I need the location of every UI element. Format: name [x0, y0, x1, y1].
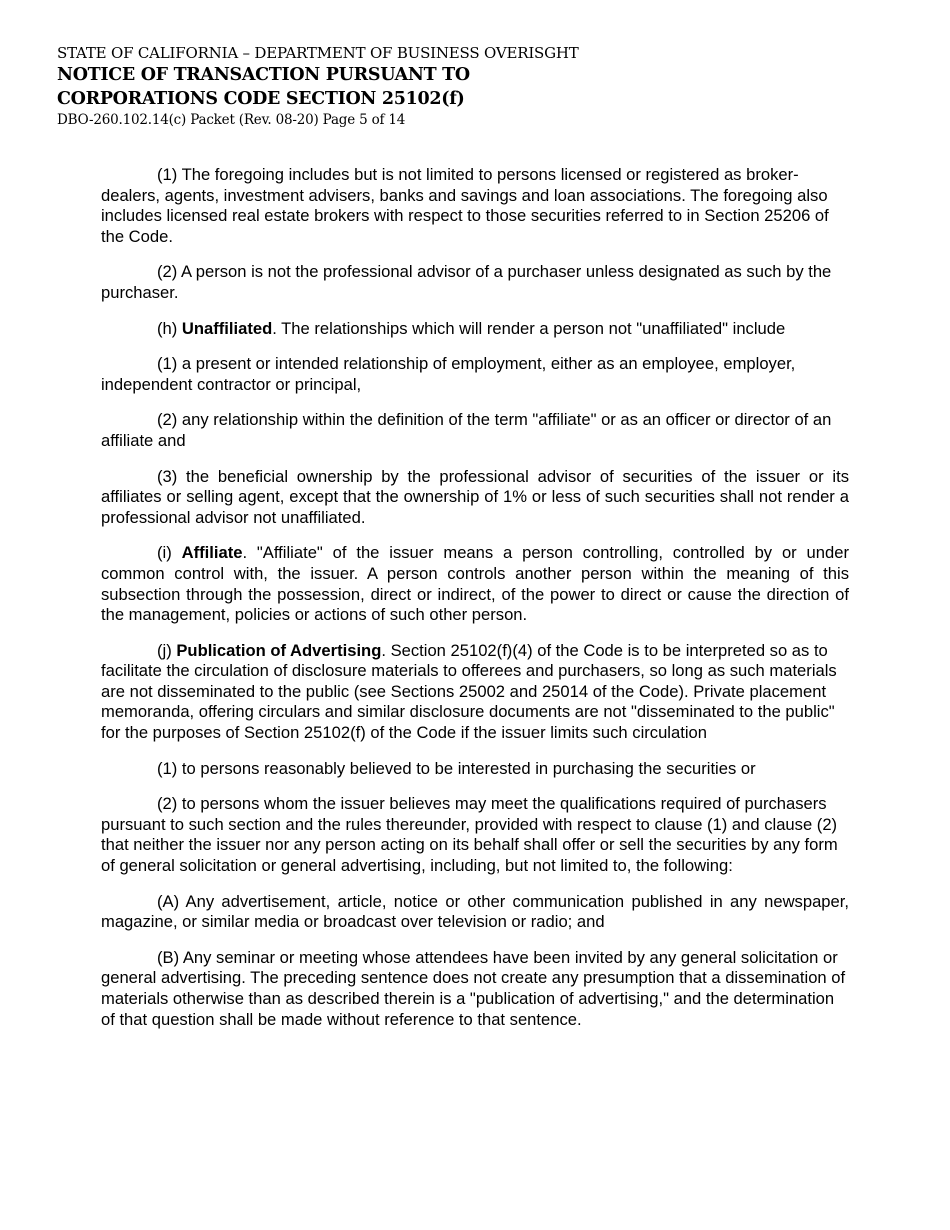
paragraph-i	[101, 543, 849, 625]
paragraph-h	[101, 319, 849, 340]
heading-affiliate: Affiliate	[181, 543, 243, 563]
paragraph-h-prefix: (h)	[157, 318, 182, 338]
paragraph-j	[101, 641, 849, 744]
form-title-line-1: NOTICE OF TRANSACTION PURSUANT TO	[57, 65, 470, 85]
paragraph-j-text: . Section 25102(f)(4) of the Code is to be interpreted so as to facilitate the circulation of disclosure materials to offerees and purchasers, so long as such materials are not disseminated to the public (see Sections 25002 and 25014 of the Code). Private placement memoranda, offering circulars and similar disclosure documents are not "disseminated to the public" for the purposes of Section 25102(f) of the Code if the issuer limits such circulation	[101, 640, 837, 743]
form-reference: DBO-260.102.14(c) Packet (Rev. 08-20) Page 5 of 14	[57, 112, 406, 128]
paragraph-j2: (2) to persons whom the issuer believes may meet the qualifications required of purchasers pursuant to such section and the rules thereunder, provided with respect to clause (1) and clause (2) that neither the issuer nor any person acting on its behalf shall offer or sell the securities by any form of general solicitation or general advertising, including, but not limited to, the following:	[101, 794, 838, 876]
paragraph-i-text: . "Affiliate" of the issuer means a person controlling, controlled by or under common control with, the issuer. A person controls another person within the meaning of this subsection through the possession, direct or indirect, of the power to direct or cause the direction of the management, policies or actions of such other person.	[101, 543, 849, 625]
paragraph-jB: (B) Any seminar or meeting whose attendees have been invited by any general solicitation or general advertising. The preceding sentence does not create any presumption that a dissemination of materials otherwise than as described therein is a "publication of advertising," and the determination of that question shall be made without reference to that sentence.	[101, 947, 846, 1029]
document-body	[101, 165, 849, 1045]
agency-name: STATE OF CALIFORNIA – DEPARTMENT OF BUSINESS OVERISGHT	[57, 44, 579, 62]
paragraph-jA: (A) Any advertisement, article, notice or other communication published in any newspaper, magazine, or similar media or broadcast over television or radio; and	[101, 891, 849, 932]
heading-unaffiliated: Unaffiliated	[181, 318, 273, 338]
paragraph-j-prefix: (j)	[157, 640, 177, 660]
paragraph-g1: (1) The foregoing includes but is not limited to persons licensed or registered as broker- dealers, agents, investment advisers, banks and savings and loan associations. The foregoing also includes licensed real estate brokers with respect to those securities referred to in Section 25206 of the Code.	[101, 165, 829, 246]
paragraph-g2: (2) A person is not the professional advisor of a purchaser unless designated as such by the purchaser.	[101, 262, 832, 302]
heading-publication-of-advertising: Publication of Advertising	[176, 640, 382, 660]
paragraph-i-prefix: (i)	[157, 543, 182, 563]
form-title-line-2: CORPORATIONS CODE SECTION 25102(f)	[57, 89, 465, 109]
page-header	[57, 43, 579, 129]
paragraph-h3: (3) the beneficial ownership by the professional advisor of securities of the issuer or its affiliates or selling agent, except that the ownership of 1% or less of such securities shall not render a professional advisor not unaffiliated.	[101, 466, 849, 527]
paragraph-h1: (1) a present or intended relationship of employment, either as an employee, employer, independent contractor or principal,	[101, 354, 796, 394]
paragraph-j1: (1) to persons reasonably believed to be interested in purchasing the securities or	[157, 758, 756, 778]
paragraph-h2: (2) any relationship within the definition of the term "affiliate" or as an officer or director of an affiliate and	[101, 410, 832, 450]
paragraph-h-text: . The relationships which will render a person not "unaffiliated" include	[272, 318, 786, 338]
